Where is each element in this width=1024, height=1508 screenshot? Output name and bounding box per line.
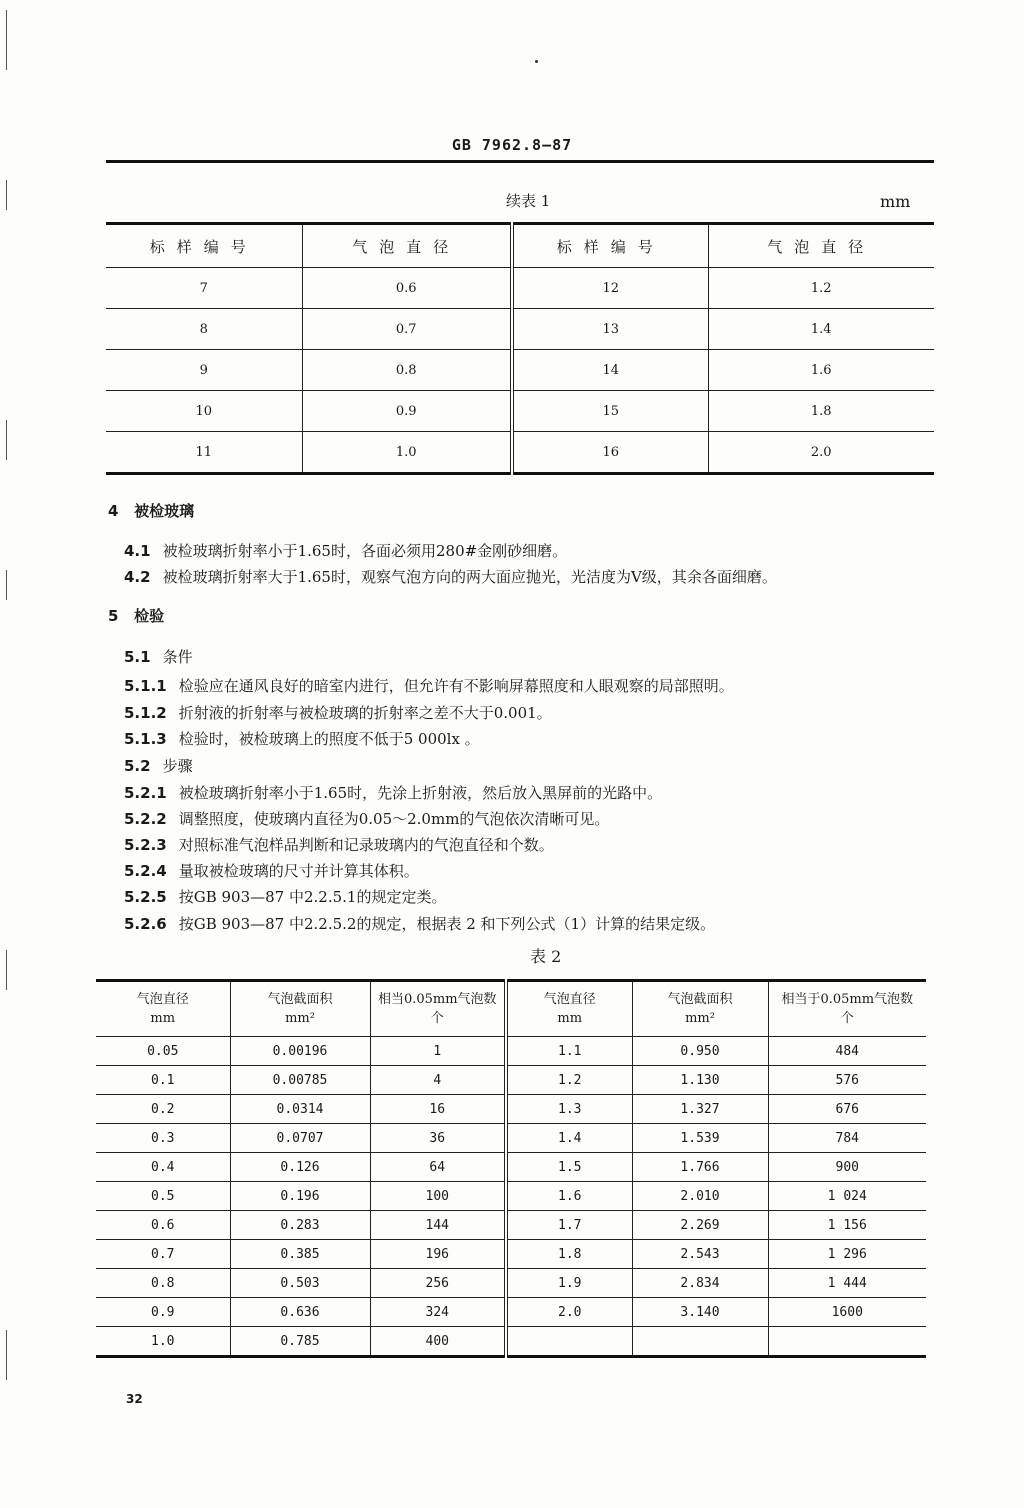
clause-text: 被检玻璃折射率小于1.65时，先涂上折射液，然后放入黑屏前的光路中。 — [178, 784, 663, 802]
table-cell: 0.950 — [632, 1037, 768, 1066]
table-cell: 8 — [106, 309, 302, 350]
table-cell: 1.1 — [506, 1037, 632, 1066]
header-line: 气泡直径 — [543, 992, 596, 1007]
table-cell: 0.503 — [230, 1269, 370, 1298]
section-title: 被检玻璃 — [134, 502, 195, 520]
clause-number: 5.2.1 — [124, 784, 167, 802]
table-cell: 0.126 — [230, 1153, 370, 1182]
header-rule — [106, 160, 934, 163]
header-cross-section-area — [230, 981, 370, 1037]
table-cell: 1.130 — [632, 1066, 768, 1095]
clause-number: 5.2.5 — [124, 888, 167, 906]
table-row — [106, 432, 934, 474]
header-sample-number: 标样编号 — [106, 224, 302, 268]
table-cell: 1.766 — [632, 1153, 768, 1182]
header-cross-section-area — [632, 981, 768, 1037]
table-cell: 2.834 — [632, 1269, 768, 1298]
header-line: 相当0.05mm气泡数 — [377, 992, 497, 1007]
table1-unit: mm — [880, 192, 911, 211]
clause-text: 按GB 903—87 中2.2.5.2的规定，根据表 2 和下列公式（1）计算的结果定级。 — [178, 915, 716, 933]
scan-edge-mark — [6, 570, 7, 600]
table-cell: 256 — [370, 1269, 506, 1298]
scan-edge-mark — [6, 180, 7, 210]
table-cell: 900 — [768, 1153, 926, 1182]
clause-text: 检验应在通风良好的暗室内进行，但允许有不影响屏幕照度和人眼观察的局部照明。 — [178, 677, 734, 695]
table-cell: 1600 — [768, 1298, 926, 1327]
clause-number: 5.2.3 — [124, 836, 167, 854]
table-cell: 0.7 — [302, 309, 512, 350]
clause-text: 折射液的折射率与被检玻璃的折射率之差不大于0.001。 — [178, 704, 552, 722]
table-cell: 0.1 — [96, 1066, 230, 1095]
section-number: 5 — [108, 607, 119, 625]
header-bubble-diameter — [96, 981, 230, 1037]
clause-5-1-3 — [124, 728, 480, 749]
table-cell: 36 — [370, 1124, 506, 1153]
clause-5-2-6 — [124, 913, 715, 934]
header-line: 气泡直径 — [136, 992, 189, 1007]
clause-5-2-2 — [124, 808, 609, 829]
table1-caption: 续表 1 — [506, 192, 551, 210]
table-cell: 1.7 — [506, 1211, 632, 1240]
header-unit: mm² — [685, 1011, 715, 1026]
table-cell: 1 024 — [768, 1182, 926, 1211]
table-cell: 1.6 — [708, 350, 934, 391]
clause-text: 检验时，被检玻璃上的照度不低于5 000lx 。 — [178, 730, 480, 748]
clause-text: 量取被检玻璃的尺寸并计算其体积。 — [178, 862, 419, 880]
header-equivalent-count — [370, 981, 506, 1037]
clause-5-1 — [124, 646, 193, 667]
table-cell: 100 — [370, 1182, 506, 1211]
header-sample-number: 标样编号 — [512, 224, 708, 268]
table-cell: 1.5 — [506, 1153, 632, 1182]
clause-text: 对照标准气泡样品判断和记录玻璃内的气泡直径和个数。 — [178, 836, 554, 854]
table-cell: 0.2 — [96, 1095, 230, 1124]
table-header-row — [106, 224, 934, 268]
table-cell: 0.5 — [96, 1182, 230, 1211]
clause-number: 5.2.2 — [124, 810, 167, 828]
table-header-row — [96, 981, 926, 1037]
clause-text: 条件 — [162, 648, 193, 666]
table-cell: 3.140 — [632, 1298, 768, 1327]
table-cell: 576 — [768, 1066, 926, 1095]
scan-speck — [535, 60, 538, 63]
table-cell: 144 — [370, 1211, 506, 1240]
standard-code: GB 7962.8—87 — [451, 136, 573, 154]
header-unit: 个 — [430, 1011, 444, 1026]
table-cell: 1.0 — [96, 1327, 230, 1357]
table-cell: 1 — [370, 1037, 506, 1066]
table-cell: 324 — [370, 1298, 506, 1327]
table-row — [96, 1298, 926, 1327]
table-cell: 2.0 — [506, 1298, 632, 1327]
table-cell: 0.283 — [230, 1211, 370, 1240]
table-row — [96, 1095, 926, 1124]
clause-number: 5.2.4 — [124, 862, 167, 880]
table-cell: 1.3 — [506, 1095, 632, 1124]
table-cell: 11 — [106, 432, 302, 474]
header-bubble-diameter: 气泡直径 — [708, 224, 934, 268]
bubble-standard-table — [106, 222, 934, 475]
table-row — [96, 1066, 926, 1095]
header-unit: 个 — [840, 1011, 854, 1026]
table-cell: 13 — [512, 309, 708, 350]
table-cell: 1.2 — [506, 1066, 632, 1095]
table-cell: 1 296 — [768, 1240, 926, 1269]
section-number: 4 — [108, 502, 119, 520]
table-cell: 0.6 — [302, 268, 512, 309]
clause-5-1-1 — [124, 675, 734, 696]
table-cell: 1.8 — [708, 391, 934, 432]
table-cell: 0.385 — [230, 1240, 370, 1269]
clause-4-1 — [124, 540, 567, 561]
scan-edge-mark — [6, 950, 7, 990]
bubble-equivalent-table — [96, 979, 926, 1358]
page-number: 32 — [126, 1392, 143, 1406]
table-cell: 1.8 — [506, 1240, 632, 1269]
table-row — [96, 1269, 926, 1298]
table-cell: 0.00785 — [230, 1066, 370, 1095]
clause-5-1-2 — [124, 702, 552, 723]
table-row — [96, 1240, 926, 1269]
table-cell: 0.9 — [96, 1298, 230, 1327]
scan-edge-mark — [6, 10, 7, 70]
table-row — [96, 1037, 926, 1066]
table-row — [106, 391, 934, 432]
table-cell: 16 — [512, 432, 708, 474]
clause-text: 按GB 903—87 中2.2.5.1的规定定类。 — [178, 888, 447, 906]
table-row — [106, 268, 934, 309]
section-title: 检验 — [134, 607, 165, 625]
table-cell — [768, 1327, 926, 1357]
clause-text: 被检玻璃折射率小于1.65时，各面必须用280#金刚砂细磨。 — [162, 542, 568, 560]
clause-4-2 — [124, 566, 777, 587]
table-cell: 2.543 — [632, 1240, 768, 1269]
header-unit: mm — [150, 1011, 176, 1026]
table-row — [96, 1124, 926, 1153]
table-cell: 676 — [768, 1095, 926, 1124]
table-cell: 9 — [106, 350, 302, 391]
header-bubble-diameter: 气泡直径 — [302, 224, 512, 268]
table-cell: 0.00196 — [230, 1037, 370, 1066]
clause-text: 调整照度，使玻璃内直径为0.05～2.0mm的气泡依次清晰可见。 — [178, 810, 610, 828]
table-cell: 1 156 — [768, 1211, 926, 1240]
table-cell: 1.327 — [632, 1095, 768, 1124]
clause-5-2-1 — [124, 782, 662, 803]
table-cell: 1.9 — [506, 1269, 632, 1298]
table-cell: 7 — [106, 268, 302, 309]
table-cell: 2.0 — [708, 432, 934, 474]
scan-edge-mark — [6, 420, 7, 460]
table-cell: 0.6 — [96, 1211, 230, 1240]
table-cell: 1.0 — [302, 432, 512, 474]
clause-number: 5.2.6 — [124, 915, 167, 933]
clause-5-2-3 — [124, 834, 554, 855]
table-row — [96, 1182, 926, 1211]
clause-number: 4.2 — [124, 568, 151, 586]
table-cell: 64 — [370, 1153, 506, 1182]
table-cell: 1.4 — [506, 1124, 632, 1153]
table-cell: 1.6 — [506, 1182, 632, 1211]
table-cell: 14 — [512, 350, 708, 391]
clause-text: 步骤 — [162, 757, 193, 775]
clause-number: 5.1.1 — [124, 677, 167, 695]
table-cell: 1.2 — [708, 268, 934, 309]
table-cell: 0.785 — [230, 1327, 370, 1357]
table-cell: 0.0314 — [230, 1095, 370, 1124]
section-4-heading — [108, 500, 194, 521]
table-cell: 0.4 — [96, 1153, 230, 1182]
table-cell: 0.8 — [96, 1269, 230, 1298]
clause-5-2-4 — [124, 860, 419, 881]
table-cell: 400 — [370, 1327, 506, 1357]
table-cell: 16 — [370, 1095, 506, 1124]
header-line: 气泡截面积 — [667, 992, 733, 1007]
table-cell — [506, 1327, 632, 1357]
table-cell: 0.196 — [230, 1182, 370, 1211]
table-cell: 2.269 — [632, 1211, 768, 1240]
table-cell: 0.7 — [96, 1240, 230, 1269]
table-row — [96, 1153, 926, 1182]
table-cell: 0.3 — [96, 1124, 230, 1153]
table-cell: 784 — [768, 1124, 926, 1153]
table-cell: 12 — [512, 268, 708, 309]
scan-edge-mark — [6, 1330, 7, 1380]
table-cell: 0.05 — [96, 1037, 230, 1066]
clause-number: 5.1.2 — [124, 704, 167, 722]
table-cell: 1 444 — [768, 1269, 926, 1298]
table-row — [96, 1211, 926, 1240]
table-cell: 1.4 — [708, 309, 934, 350]
table-cell: 0.636 — [230, 1298, 370, 1327]
header-equivalent-count — [768, 981, 926, 1037]
header-unit: mm² — [285, 1011, 315, 1026]
table-row — [106, 309, 934, 350]
clause-5-2-5 — [124, 886, 446, 907]
table-cell: 10 — [106, 391, 302, 432]
clause-number: 5.1 — [124, 648, 151, 666]
table-cell: 0.8 — [302, 350, 512, 391]
table-cell — [632, 1327, 768, 1357]
table-cell: 0.9 — [302, 391, 512, 432]
header-line: 相当于0.05mm气泡数 — [781, 992, 914, 1007]
table2-caption: 表 2 — [530, 947, 562, 966]
table-cell: 15 — [512, 391, 708, 432]
header-unit: mm — [557, 1011, 583, 1026]
table-cell: 0.0707 — [230, 1124, 370, 1153]
table-cell: 1.539 — [632, 1124, 768, 1153]
clause-number: 5.1.3 — [124, 730, 167, 748]
header-bubble-diameter — [506, 981, 632, 1037]
table-cell: 2.010 — [632, 1182, 768, 1211]
table-row — [106, 350, 934, 391]
clause-5-2 — [124, 755, 193, 776]
header-line: 气泡截面积 — [267, 992, 333, 1007]
table-cell: 196 — [370, 1240, 506, 1269]
clause-text: 被检玻璃折射率大于1.65时，观察气泡方向的两大面应抛光，光洁度为V级，其余各面细磨。 — [162, 568, 777, 586]
clause-number: 5.2 — [124, 757, 151, 775]
table-cell: 4 — [370, 1066, 506, 1095]
section-5-heading — [108, 605, 164, 626]
clause-number: 4.1 — [124, 542, 151, 560]
table-cell: 484 — [768, 1037, 926, 1066]
table-row — [96, 1327, 926, 1357]
